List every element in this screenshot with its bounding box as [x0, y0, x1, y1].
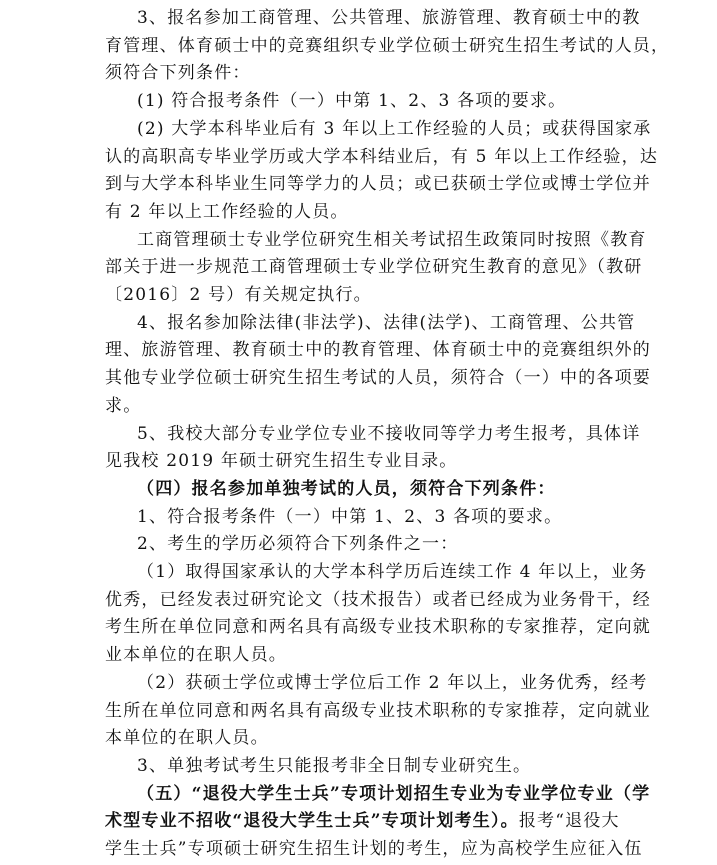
text-line: (2) 大学本科毕业后有 3 年以上工作经验的人员；或获得国家承: [137, 118, 652, 139]
text-line: 考生所在单位同意和两名具有高级专业技术职称的专家推荐，定向就: [105, 617, 651, 638]
text-line: 须符合下列条件：: [105, 63, 251, 84]
text-line: 术型专业不招收“退役大学生士兵”专项计划考生）。报考“退役大: [105, 811, 620, 832]
text-line: 育管理、体育硕士中的竞赛组织专业学位硕士研究生招生考试的人员，: [105, 35, 670, 56]
text-line: 学生士兵”专项硕士研究生招生计划的考生，应为高校学生应征入伍: [105, 839, 643, 859]
text-line: 其他专业学位硕士研究生招生考试的人员，须符合（一）中的各项要: [105, 368, 651, 389]
text-line: 到与大学本科毕业生同等学力的人员；或已获硕士学位或博士学位并: [105, 174, 651, 195]
text-line: 〔2016〕2 号）有关规定执行。: [105, 285, 372, 305]
text-line: （2）获硕士学位或博士学位后工作 2 年以上，业务优秀，经考: [137, 672, 648, 693]
text-line: 3、报名参加工商管理、公共管理、旅游管理、教育硕士中的教: [137, 8, 641, 28]
text-line: 工商管理硕士专业学位研究生相关考试招生政策同时按照《教育: [137, 229, 647, 250]
text-line: 有 2 年以上工作经验的人员。: [105, 201, 349, 222]
text-line: 1、符合报考条件（一）中第 1、2、3 各项的要求。: [137, 506, 563, 527]
text-line: 5、我校大部分专业学位专业不接收同等学力考生报考，具体详: [137, 423, 641, 444]
text-line: 业本单位的在职人员。: [105, 645, 287, 666]
text-line: 3、单独考试考生只能报考非全日制专业研究生。: [137, 755, 532, 776]
text-line: （五）“退役大学生士兵”专项计划招生专业为专业学位专业（学: [137, 783, 651, 804]
text-line: (1) 符合报考条件（一）中第 1、2、3 各项的要求。: [137, 91, 567, 112]
text-line: 4、报名参加除法律(非法学)、法律(法学)、工商管理、公共管: [137, 312, 636, 333]
text-line: 见我校 2019 年硕士研究生招生专业目录。: [105, 451, 458, 472]
text-line: 认的高职高专毕业学历或大学本科结业后，有 5 年以上工作经验，达: [105, 146, 659, 167]
text-line: 生所在单位同意和两名具有高级专业技术职称的专家推荐，定向就业: [105, 700, 651, 721]
text-line: 求。: [105, 395, 142, 416]
text-line: 部关于进一步规范工商管理硕士专业学位研究生教育的意见》（教研: [105, 257, 643, 278]
text-line: （1）取得国家承认的大学本科学历后连续工作 4 年以上，业务: [137, 562, 648, 582]
text-line: （四）报名参加单独考试的人员，须符合下列条件：: [137, 478, 556, 499]
text-line: 优秀，已经发表过研究论文（技术报告）或者已经成为业务骨干，经: [105, 589, 651, 610]
text-line: 本单位的在职人员。: [105, 728, 269, 749]
text-line: 2、考生的学历必须符合下列条件之一：: [137, 534, 459, 555]
text-line: 理、旅游管理、教育硕士中的教育管理、体育硕士中的竞赛组织外的: [105, 340, 651, 361]
